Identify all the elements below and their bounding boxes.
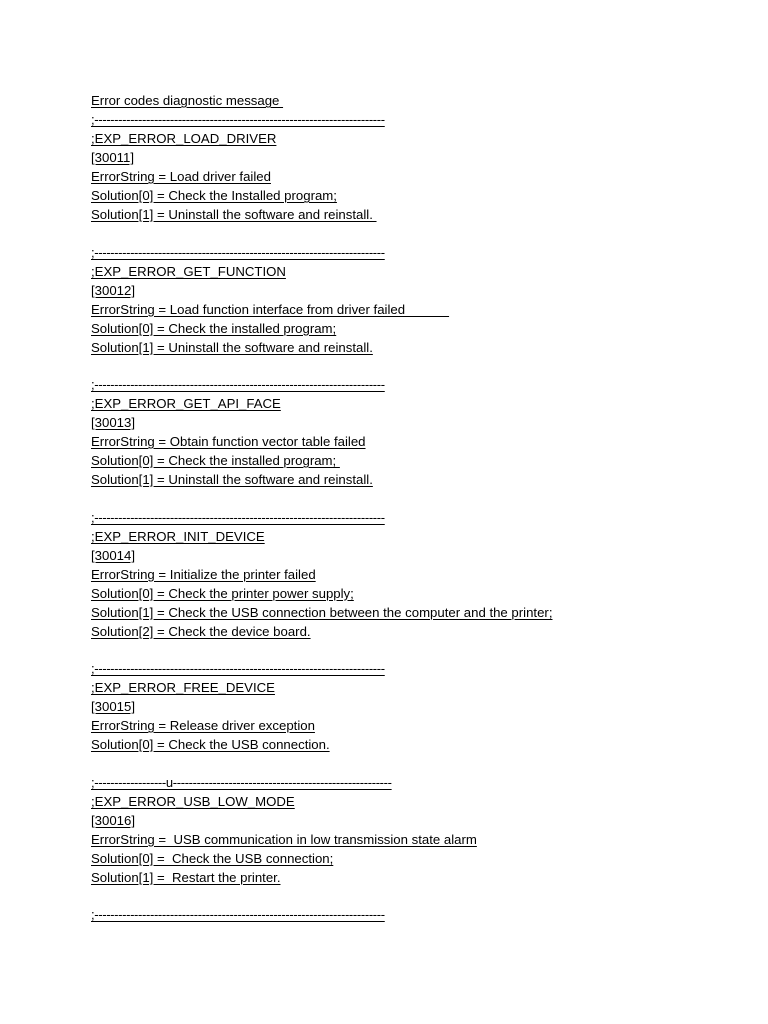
solution-line: Solution[1] = Uninstall the software and reinstall. (91, 472, 373, 487)
error-code: [30015] (91, 699, 135, 714)
separator-line: ;------------------------------------------------------------------------- (91, 509, 385, 525)
block-gap (91, 490, 731, 509)
solution-line: Solution[1] = Restart the printer. (91, 869, 281, 885)
error-name: ;EXP_ERROR_LOAD_DRIVER (91, 131, 277, 146)
error-name: ;EXP_ERROR_FREE_DEVICE (91, 680, 275, 695)
block-gap (91, 755, 731, 774)
separator-line: ;------------------------------------------------------------------------- (91, 112, 385, 127)
block-gap (91, 642, 731, 661)
document-body (91, 92, 731, 925)
solution-line: Solution[2] = Check the device board. (91, 623, 311, 639)
separator-line: ;------------------u------------------------------------------------------- (91, 774, 392, 790)
error-string: ErrorString = Initialize the printer failed (91, 566, 316, 582)
solution-line: Solution[1] = Uninstall the software and reinstall. (91, 207, 377, 222)
separator-line: ;------------------------------------------------------------------------- (91, 244, 385, 260)
error-string: ErrorString = USB communication in low transmission state alarm (91, 831, 477, 847)
error-string: ErrorString = Release driver exception (91, 718, 315, 733)
separator-line: ;------------------------------------------------------------------------- (91, 377, 385, 392)
error-string: ErrorString = Obtain function vector table failed (91, 434, 366, 449)
error-name: ;EXP_ERROR_GET_FUNCTION (91, 263, 286, 279)
error-string: ErrorString = Load function interface from driver failed (91, 301, 450, 317)
block-gap (91, 888, 731, 907)
error-code: [30016] (91, 812, 135, 828)
solution-line: Solution[0] = Check the installed program; (91, 320, 337, 336)
error-name: ;EXP_ERROR_INIT_DEVICE (91, 528, 265, 544)
solution-line: Solution[0] = Check the USB connection; (91, 850, 334, 866)
separator-line: ;------------------------------------------------------------------------- (91, 661, 385, 676)
error-name: ;EXP_ERROR_USB_LOW_MODE (91, 793, 295, 809)
solution-line: Solution[0] = Check the Installed program; (91, 188, 337, 203)
solution-line: Solution[1] = Uninstall the software and reinstall. (91, 339, 373, 355)
solution-line: Solution[0] = Check the USB connection. (91, 737, 330, 752)
separator-line: ;------------------------------------------------------------------------- (91, 907, 385, 922)
solution-line: Solution[0] = Check the printer power supply; (91, 585, 354, 601)
block-gap (91, 358, 731, 377)
solution-line: Solution[1] = Check the USB connection between the computer and the printer; (91, 604, 553, 620)
solution-line: Solution[0] = Check the installed program; (91, 453, 340, 468)
error-code: [30014] (91, 547, 135, 563)
error-code: [30012] (91, 282, 135, 298)
error-code: [30013] (91, 415, 135, 430)
error-string: ErrorString = Load driver failed (91, 169, 271, 184)
block-gap (91, 225, 731, 244)
document-title: Error codes diagnostic message (91, 93, 284, 108)
error-name: ;EXP_ERROR_GET_API_FACE (91, 396, 281, 411)
error-code: [30011] (91, 150, 135, 165)
